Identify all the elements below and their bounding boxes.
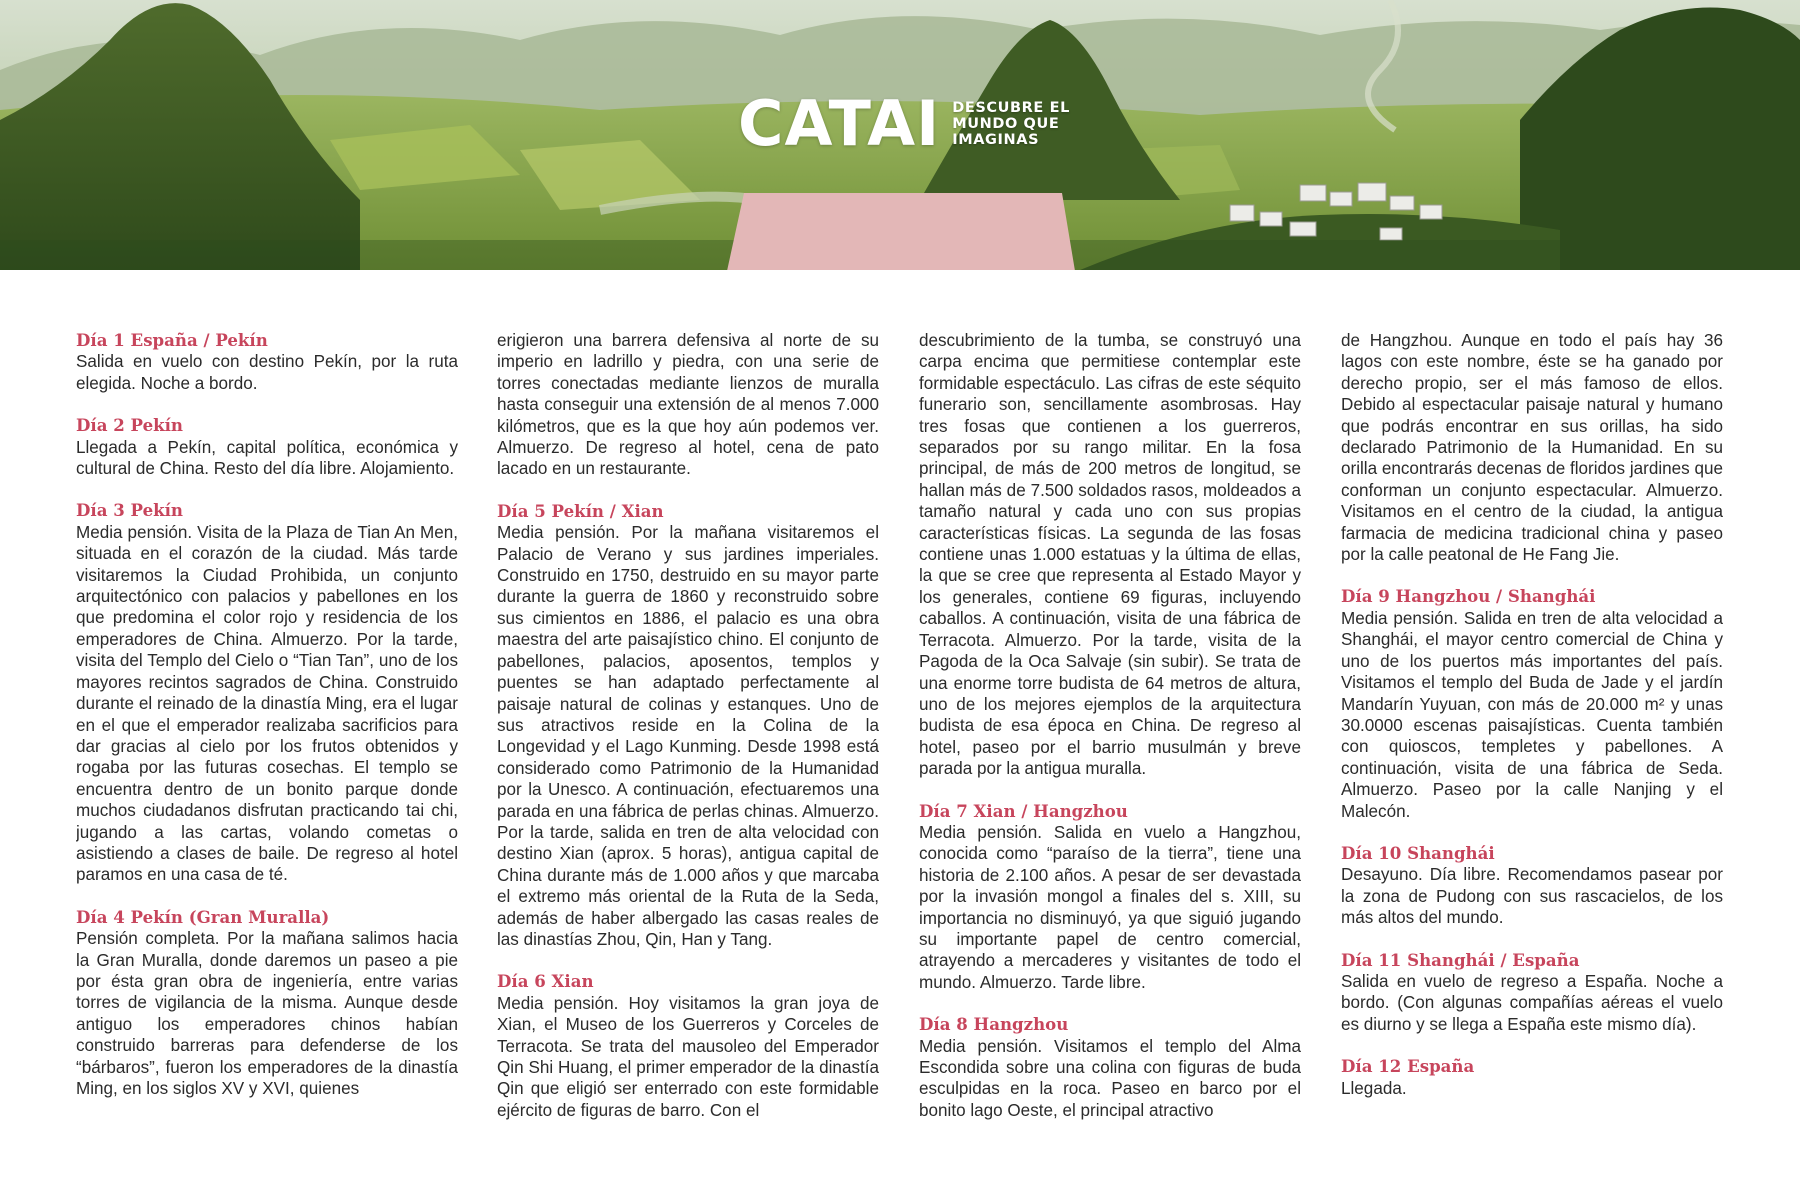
day-text: Media pensión. Visitamos el templo del Alma Escondida sobre una colina con figuras de buda esculpidas en la roca. Paseo en barco por el bonito lago Oeste, el principal atractivo	[919, 1036, 1301, 1120]
text-column-4	[1341, 330, 1723, 1180]
day-text: Media pensión. Por la mañana visitaremos el Palacio de Verano y sus jardines imperiales. Construido en 1750, destruido en su mayor parte durante la guerra de 1860 y reconstruido sobre sus cimientos en 1886, el palacio es una obra maestra del arte paisajístico chino. El conjunto de pabellones, palacios, aposentos, templos y puentes se han adaptado perfectamente al paisaje natural de colinas y estanques. Uno de sus atractivos reside en la Colina de la Longevidad y el Lago Kunming. Desde 1998 está considerado como Patrimonio de la Humanidad por la Unesco. A continuación, efectuaremos una parada en una fábrica de perlas chinas. Almuerzo. Por la tarde, salida en tren de alta velocidad con destino Xian (aprox. 5 horas), antigua capital de China durante más de 1.000 años y que marcaba el extremo más oriental de la Ruta de la Seda, además de haber albergado las casas reales de las dinastías Zhou, Qin, Han y Tang.	[497, 523, 879, 949]
day-title: Día 11 Shanghái / España	[1341, 949, 1580, 970]
day-text: Media pensión. Salida en tren de alta velocidad a Shanghái, el mayor centro comercial de China y uno de los puertos más importantes del país. Visitamos el templo del Buda de Jade y el jardín Mandarín Yuyuan, con más de 20.000 m² y unas 30.0000 escenas paisajísticas. Cuenta también con quioscos, templetes y pabellones. A continuación, visita de una fábrica de Seda. Almuerzo. Paseo por la calle Nanjing y el Malecón.	[1341, 608, 1723, 821]
landscape-photo	[0, 0, 1800, 270]
pink-tab-decoration	[727, 193, 1075, 270]
text-column-2	[497, 330, 879, 1180]
continued-text: de Hangzhou. Aunque en todo el país hay 36 lagos con este nombre, éste se ha ganado por derecho propio, ser el más famoso de ellos. Debido al espectacular paisaje natural y humano que podrás encontrar en sus orillas, ha sido declarado Patrimonio de la Humanidad. En su orilla encontrarás decenas de floridos jardines que conforman un conjunto espectacular. Almuerzo. Visitamos en el centro de la ciudad, la antigua farmacia de medicina tradicional china y paseo por la calle peatonal de He Fang Jie.	[1341, 331, 1723, 565]
day-title: Día 8 Hangzhou	[919, 1014, 1069, 1035]
brand-name: CATAI	[738, 87, 941, 160]
day-text: Desayuno. Día libre. Recomendamos pasear por la zona de Pudong con sus rascacielos, de los más altos del mundo.	[1341, 865, 1723, 928]
day-title: Día 7 Xian / Hangzhou	[919, 800, 1128, 821]
tagline-line: DESCUBRE EL	[952, 100, 1070, 116]
day-title: Día 6 Xian	[497, 971, 594, 992]
text-column-3	[919, 330, 1301, 1180]
day-title: Día 10 Shanghái	[1341, 842, 1495, 863]
text-column-1	[76, 330, 458, 1180]
day-title: Día 1 España / Pekín	[76, 330, 268, 350]
day-text: Media pensión. Hoy visitamos la gran joya de Xian, el Museo de los Guerreros y Corceles de Terracota. Se trata del mausoleo del Emperador Qin Shi Huang, el primer emperador de la dinastía Qin que eligió ser enterrado con este formidable ejército de figuras de barro. Con el	[497, 993, 879, 1120]
day-text: Media pensión. Salida en vuelo a Hangzhou, conocida como “paraíso de la tierra”, tiene una historia de 2.100 años. A pesar de ser devastada por la invasión mongol a finales del s. XIII, su importancia no disminuyó, ya que siguió jugando su importante papel de centro comercial, atrayendo a mercaderes y visitantes de todo el mundo. Almuerzo. Tarde libre.	[919, 822, 1301, 992]
day-text: Salida en vuelo con destino Pekín, por la ruta elegida. Noche a bordo.	[76, 352, 458, 393]
day-text: Llegada a Pekín, capital política, económica y cultural de China. Resto del día libre. Alojamiento.	[76, 437, 458, 479]
day-text: Media pensión. Visita de la Plaza de Tian An Men, situada en el corazón de la ciudad. Más tarde visitaremos la Ciudad Prohibida, un conjunto arquitectónico con palacios y pabellones en los que predomina el color rojo y residencia de los emperadores de China. Almuerzo. Por la tarde, visita del Templo del Cielo o “Tian Tan”, uno de los mayores recintos sagrados de China. Construido durante el reinado de la dinastía Ming, era el lugar en el que el emperador realizaba sacrificios para dar gracias al cielo por los frutos obtenidos y rogaba por las futuras cosechas. El templo se encuentra dentro de un bonito parque donde muchos ciudadanos disfrutan practicando tai chi, jugando a las cartas, volando cometas o asistiendo a clases de baile. De regreso al hotel paramos en una casa de té.	[76, 522, 458, 885]
tagline-line: IMAGINAS	[952, 132, 1040, 148]
catai-logo	[738, 87, 1070, 160]
continued-text: erigieron una barrera defensiva al norte de su imperio en ladrillo y piedra, con una serie de torres conectadas mediante lienzos de muralla hasta conseguir una extensión de al menos 7.000 kilómetros, que es la que hoy aún podemos ver. Almuerzo. De regreso al hotel, cena de pato lacado en un restaurante.	[497, 331, 879, 479]
day-title: Día 3 Pekín	[76, 500, 184, 521]
day-title: Día 5 Pekín / Xian	[497, 500, 664, 521]
itinerary-columns	[0, 330, 1800, 1180]
tagline-line: MUNDO QUE	[952, 116, 1060, 132]
day-title: Día 9 Hangzhou / Shanghái	[1341, 586, 1596, 607]
day-text: Pensión completa. Por la mañana salimos hacia la Gran Muralla, donde daremos un paseo a pie por ésta gran obra de ingeniería, entre varias torres de vigilancia de la misma. Aunque desde antiguo los emperadores chinos habían construido barreras para defenderse de los “bárbaros”, fueron los emperadores de la dinastía Ming, en los siglos XV y XVI, quienes	[76, 929, 458, 1098]
day-text: Salida en vuelo de regreso a España. Noche a bordo. (Con algunas compañías aéreas el vuelo es diurno y se llega a España este mismo día).	[1341, 971, 1723, 1034]
day-text: Llegada.	[1341, 1078, 1407, 1098]
continued-text: descubrimiento de la tumba, se construyó una carpa encima que permitiese contemplar este formidable espectáculo. Las cifras de este séquito funerario son, sencillamente asombrosas. Hay tres fosas que contienen a los guerreros, separados por su rango militar. En la fosa principal, de más de 200 metros de longitud, se hallan más de 7.500 soldados rasos, moldeados a tamaño natural y cada uno con sus propias características físicas. La segunda de las fosas contiene unas 1.000 estatuas y la última de ellas, la que se cree que representa al Estado Mayor y los generales, contiene 69 figuras, incluyendo caballos. A continuación, visita de una fábrica de Terracota. Almuerzo. Por la tarde, visita de la Pagoda de la Oca Salvaje (sin subir). Se trata de una enorme torre budista de 64 metros de altura, uno de los mejores ejemplos de la arquitectura budista de esa época en China. De regreso al hotel, paseo por el barrio musulmán y breve parada por la antigua muralla.	[919, 331, 1301, 779]
brand-tagline	[952, 100, 1070, 148]
day-title: Día 2 Pekín	[76, 415, 184, 436]
day-title: Día 12 España	[1341, 1056, 1475, 1077]
day-title: Día 4 Pekín (Gran Muralla)	[76, 906, 330, 927]
